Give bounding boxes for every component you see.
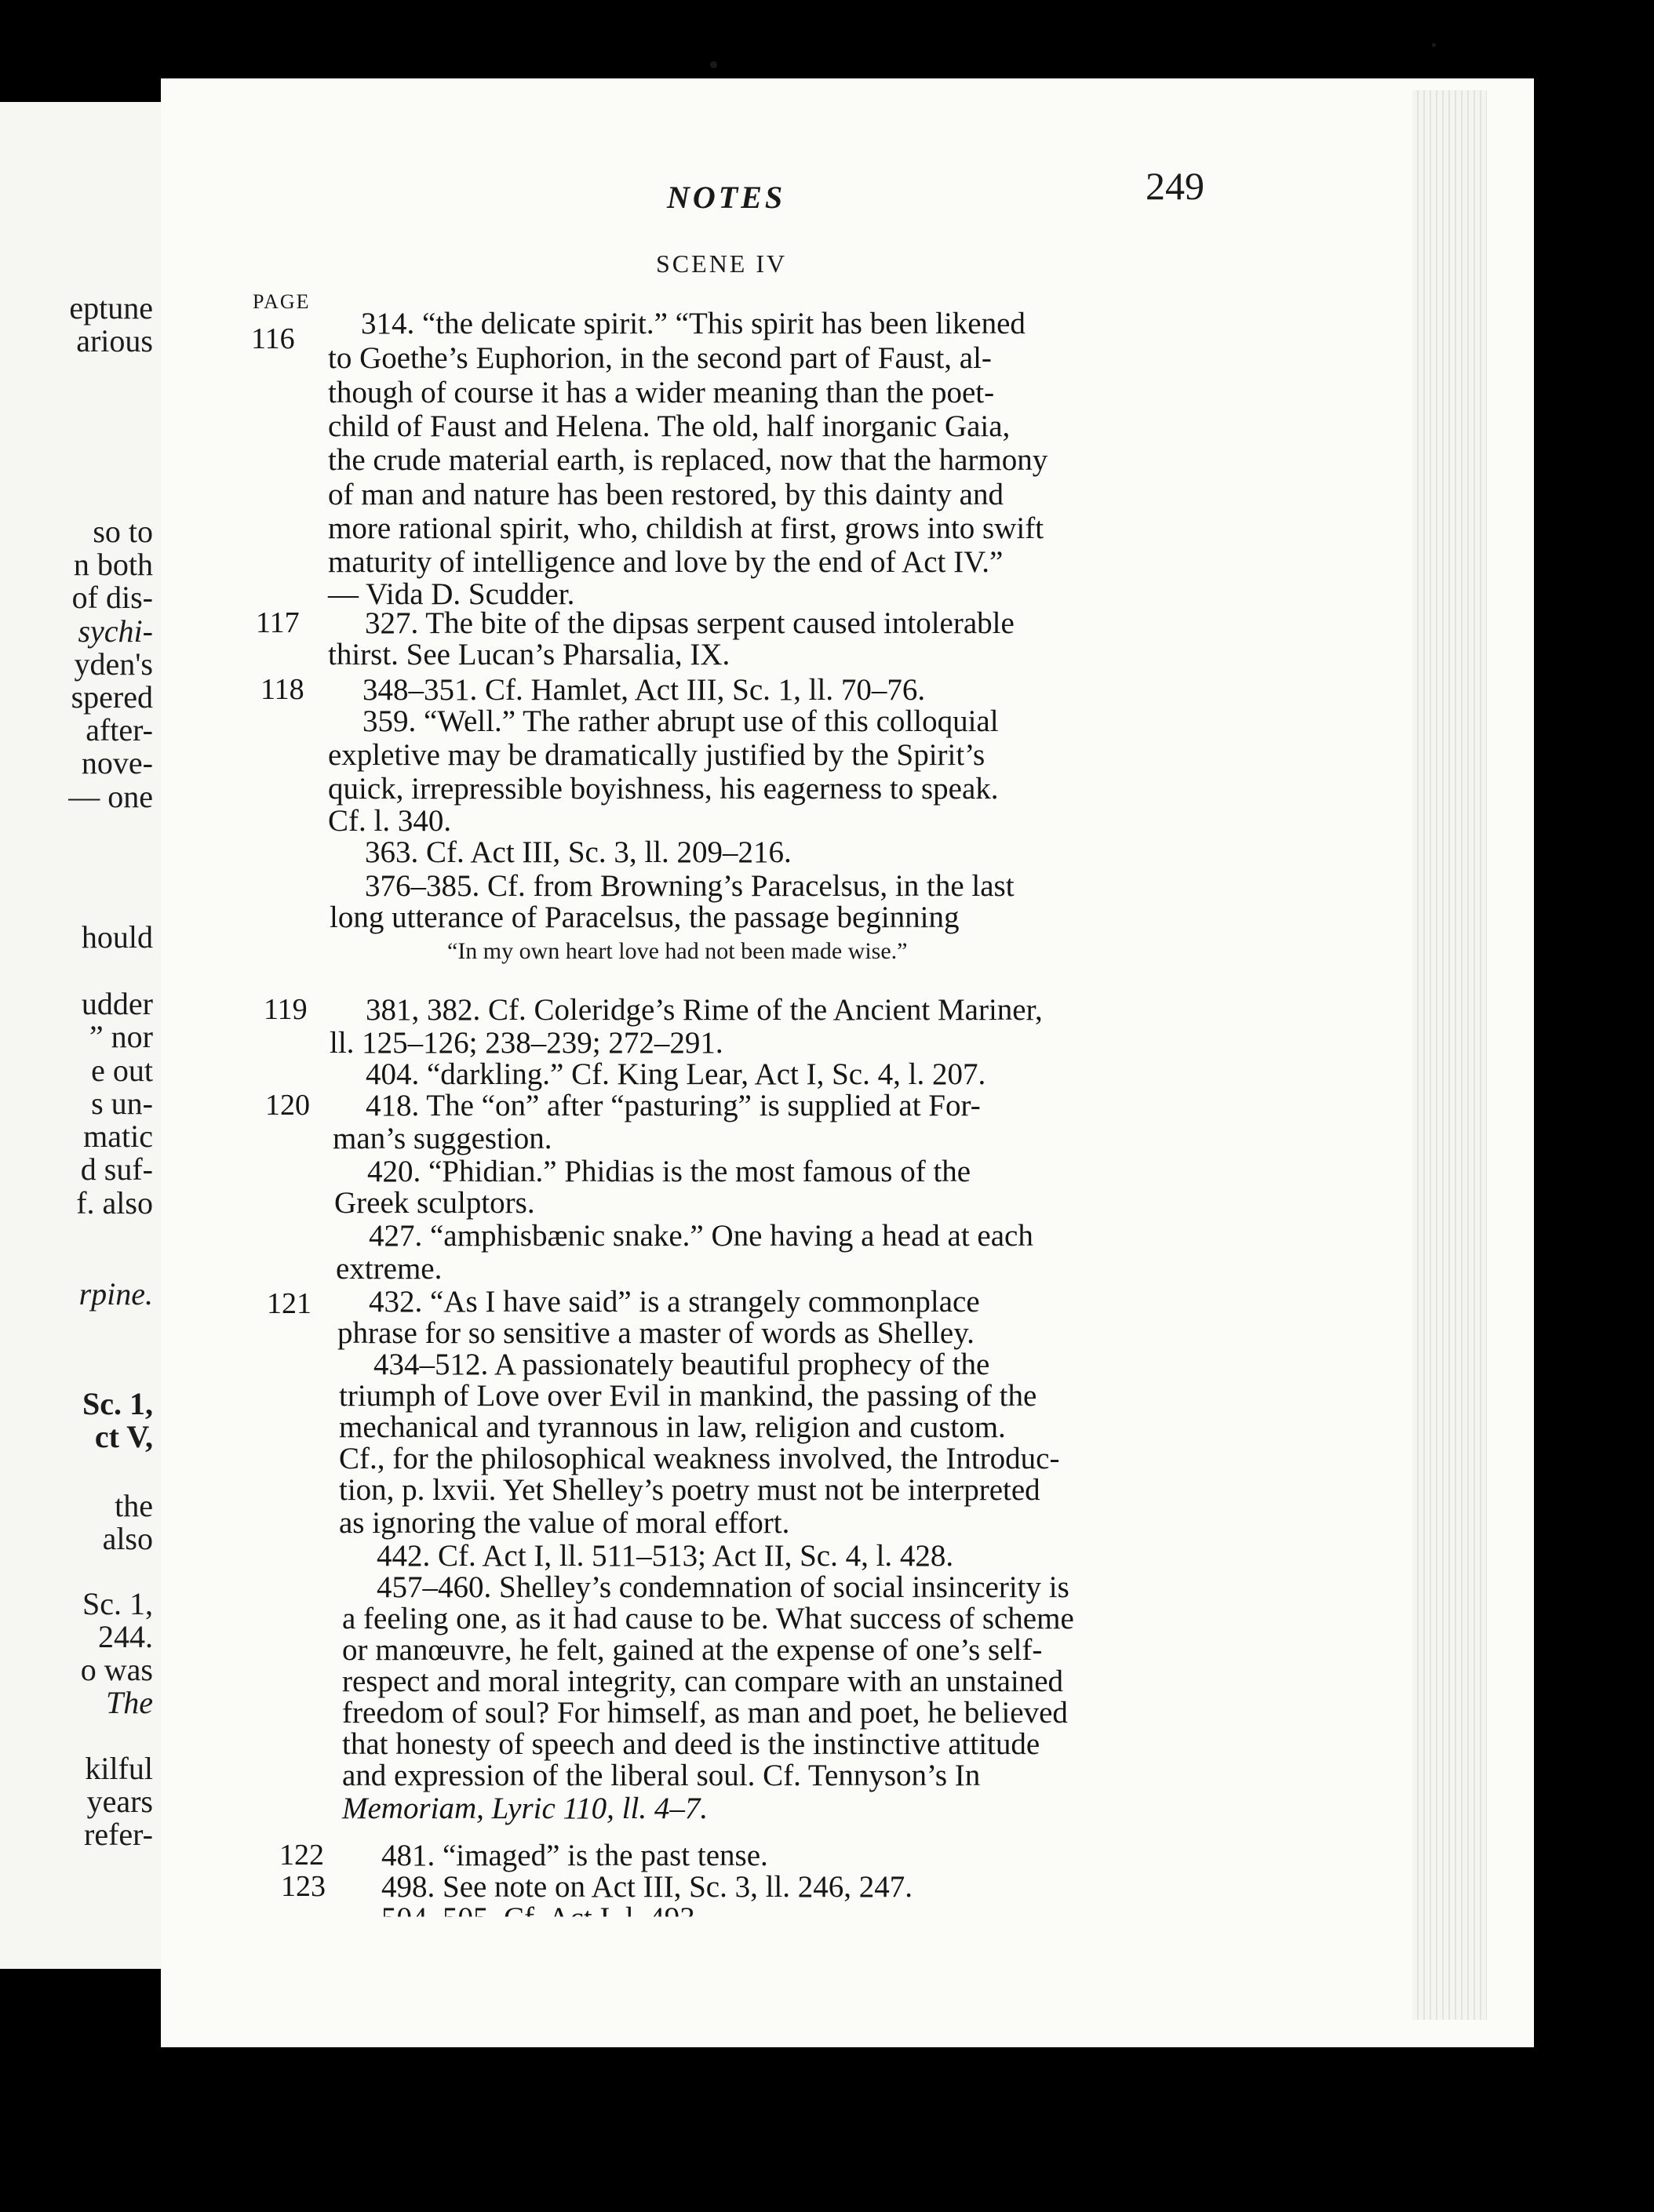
note-text-line: man’s suggestion.: [333, 1122, 552, 1155]
note-text-line: or manœuvre, he felt, gained at the expense of one’s self-: [342, 1633, 1043, 1667]
page-reference: 118: [260, 673, 304, 706]
facing-page-fragment: The: [106, 1685, 153, 1720]
note-text-line: the crude material earth, is replaced, now that the harmony: [328, 443, 1048, 477]
facing-page-fragment: hould: [81, 919, 153, 955]
facing-page-fragment: kilful: [85, 1751, 153, 1786]
page-reference: 116: [251, 322, 295, 355]
facing-page-fragment: n both: [73, 547, 153, 582]
note-text-line: 420. “Phidian.” Phidias is the most famous of the: [367, 1155, 971, 1188]
note-text-line: to Goethe’s Euphorion, in the second part of Faust, al-: [328, 341, 992, 375]
facing-page-fragment: eptune: [69, 290, 153, 326]
facing-page-fragment: also: [102, 1521, 153, 1556]
note-text-line: 432. “As I have said” is a strangely commonplace: [369, 1285, 980, 1319]
note-text-line: 434–512. A passionately beautiful prophecy of the: [373, 1348, 990, 1381]
note-text-line: child of Faust and Helena. The old, half inorganic Gaia,: [328, 409, 1011, 443]
note-text-line: 498. See note on Act III, Sc. 3, ll. 246, 247.: [381, 1870, 913, 1904]
note-text-line: a feeling one, as it had cause to be. What success of scheme: [342, 1602, 1074, 1635]
note-text-line: 427. “amphisbænic snake.” One having a head at each: [369, 1219, 1033, 1253]
note-text-line: freedom of soul? For himself, as man and poet, he believed: [342, 1696, 1068, 1730]
facing-page-fragment: spered: [71, 679, 153, 715]
scan-speck: [1432, 43, 1436, 47]
note-text-line: 418. The “on” after “pasturing” is supplied at For-: [366, 1089, 981, 1122]
facing-page-fragment: of dis-: [71, 580, 153, 615]
facing-page-fragment: after-: [86, 712, 153, 748]
facing-page-fragment: arious: [76, 323, 153, 358]
facing-page: [0, 102, 166, 1969]
note-text-line: mechanical and tyrannous in law, religion and custom.: [339, 1410, 1006, 1444]
note-text-line: 376–385. Cf. from Browning’s Paracelsus, in the last: [365, 869, 1015, 903]
facing-page-fragment: sychi-: [78, 613, 153, 649]
note-text-line: 442. Cf. Act I, ll. 511–513; Act II, Sc. 4, l. 428.: [377, 1539, 954, 1573]
note-text-line: — Vida D. Scudder.: [328, 577, 575, 611]
note-text-line: though of course it has a wider meaning than the poet-: [328, 376, 995, 409]
note-text-line: tion, p. lxvii. Yet Shelley’s poetry must not be interpreted: [339, 1473, 1040, 1507]
note-text-line: maturity of intelligence and love by the end of Act IV.”: [328, 545, 1004, 579]
note-text-line: Memoriam, Lyric 110, ll. 4–7.: [342, 1792, 709, 1825]
note-text-line: 481. “imaged” is the past tense.: [381, 1839, 768, 1872]
facing-page-fragment: e out: [91, 1053, 153, 1088]
note-text-line: of man and nature has been restored, by this dainty and: [328, 478, 1004, 511]
scan-speck: [710, 61, 717, 68]
note-text-line: and expression of the liberal soul. Cf. Tennyson’s In: [342, 1759, 981, 1792]
note-text-line: Cf. l. 340.: [328, 804, 452, 838]
note-text-line: expletive may be dramatically justified by the Spirit’s: [328, 738, 985, 772]
note-text-line: 359. “Well.” The rather abrupt use of this colloquial: [362, 704, 999, 738]
page-reference: 123: [281, 1870, 326, 1903]
facing-page-fragment: years: [86, 1784, 153, 1819]
page-reference: 119: [264, 993, 308, 1026]
page-number: 249: [1146, 164, 1204, 208]
facing-page-fragment: refer-: [84, 1817, 153, 1852]
block-quote: “In my own heart love had not been made wise.”: [447, 938, 908, 964]
page-reference: 122: [279, 1839, 324, 1872]
note-text-line: phrase for so sensitive a master of words as Shelley.: [337, 1316, 975, 1350]
note-text-line: ll. 125–126; 238–239; 272–291.: [330, 1026, 723, 1060]
scene-heading: SCENE IV: [656, 249, 788, 278]
note-text-line: 314. “the delicate spirit.” “This spirit has been likened: [361, 307, 1026, 340]
note-text-line: 457–460. Shelley’s condemnation of social insincerity is: [377, 1570, 1069, 1604]
page-edges: [1412, 90, 1487, 2020]
note-text-line: long utterance of Paracelsus, the passage beginning: [330, 900, 960, 934]
page-column-label: PAGE: [253, 290, 311, 313]
note-text-line: respect and moral integrity, can compare with an unstained: [342, 1664, 1064, 1698]
facing-page-fragment: rpine.: [78, 1276, 153, 1312]
note-text-line: Greek sculptors.: [334, 1186, 535, 1220]
facing-page-fragment: 244.: [98, 1619, 153, 1654]
note-text-line: that honesty of speech and deed is the instinctive attitude: [342, 1727, 1040, 1761]
note-text-line: 327. The bite of the dipsas serpent caused intolerable: [365, 606, 1015, 640]
note-text-line: Cf., for the philosophical weakness involved, the Introduc-: [339, 1442, 1060, 1475]
running-head: NOTES: [667, 180, 786, 215]
facing-page-fragment: Sc. 1,: [82, 1386, 153, 1421]
facing-page-fragment: ” nor: [89, 1019, 153, 1054]
note-text-line: 381, 382. Cf. Coleridge’s Rime of the Ancient Mariner,: [366, 993, 1043, 1027]
note-text-line: triumph of Love over Evil in mankind, the passing of the: [339, 1379, 1037, 1413]
facing-page-fragment: matic: [83, 1119, 153, 1154]
facing-page-fragment: udder: [81, 986, 153, 1021]
note-text-line: 404. “darkling.” Cf. King Lear, Act I, Sc. 4, l. 207.: [366, 1057, 986, 1091]
facing-page-fragment: s un-: [91, 1086, 153, 1121]
facing-page-fragment: — one: [68, 779, 153, 814]
note-text-line: thirst. See Lucan’s Pharsalia, IX.: [328, 638, 730, 671]
facing-page-fragment: f. also: [76, 1185, 153, 1221]
facing-page-fragment: o was: [80, 1652, 153, 1687]
facing-page-fragment: yden's: [74, 646, 153, 682]
note-text-line: more rational spirit, who, childish at first, grows into swift: [328, 511, 1044, 545]
note-text-line: as ignoring the value of moral effort.: [339, 1506, 790, 1540]
facing-page-fragment: nove-: [81, 745, 153, 780]
facing-page-fragment: Sc. 1,: [82, 1586, 153, 1621]
facing-page-fragment: ct V,: [94, 1419, 153, 1454]
note-text-line: 363. Cf. Act III, Sc. 3, ll. 209–216.: [365, 835, 792, 869]
facing-page-fragment: d suf-: [80, 1151, 153, 1187]
page-reference: 120: [265, 1089, 310, 1122]
facing-page-fragment: the: [115, 1488, 153, 1523]
note-text-line: quick, irrepressible boyishness, his eagerness to speak.: [328, 772, 999, 806]
note-text-line: 348–351. Cf. Hamlet, Act III, Sc. 1, ll. 70–76.: [362, 673, 926, 707]
facing-page-fragment: so to: [93, 514, 153, 549]
page-reference: 121: [267, 1287, 311, 1320]
page-reference: 117: [256, 606, 300, 639]
note-text-line: extreme.: [336, 1252, 443, 1286]
